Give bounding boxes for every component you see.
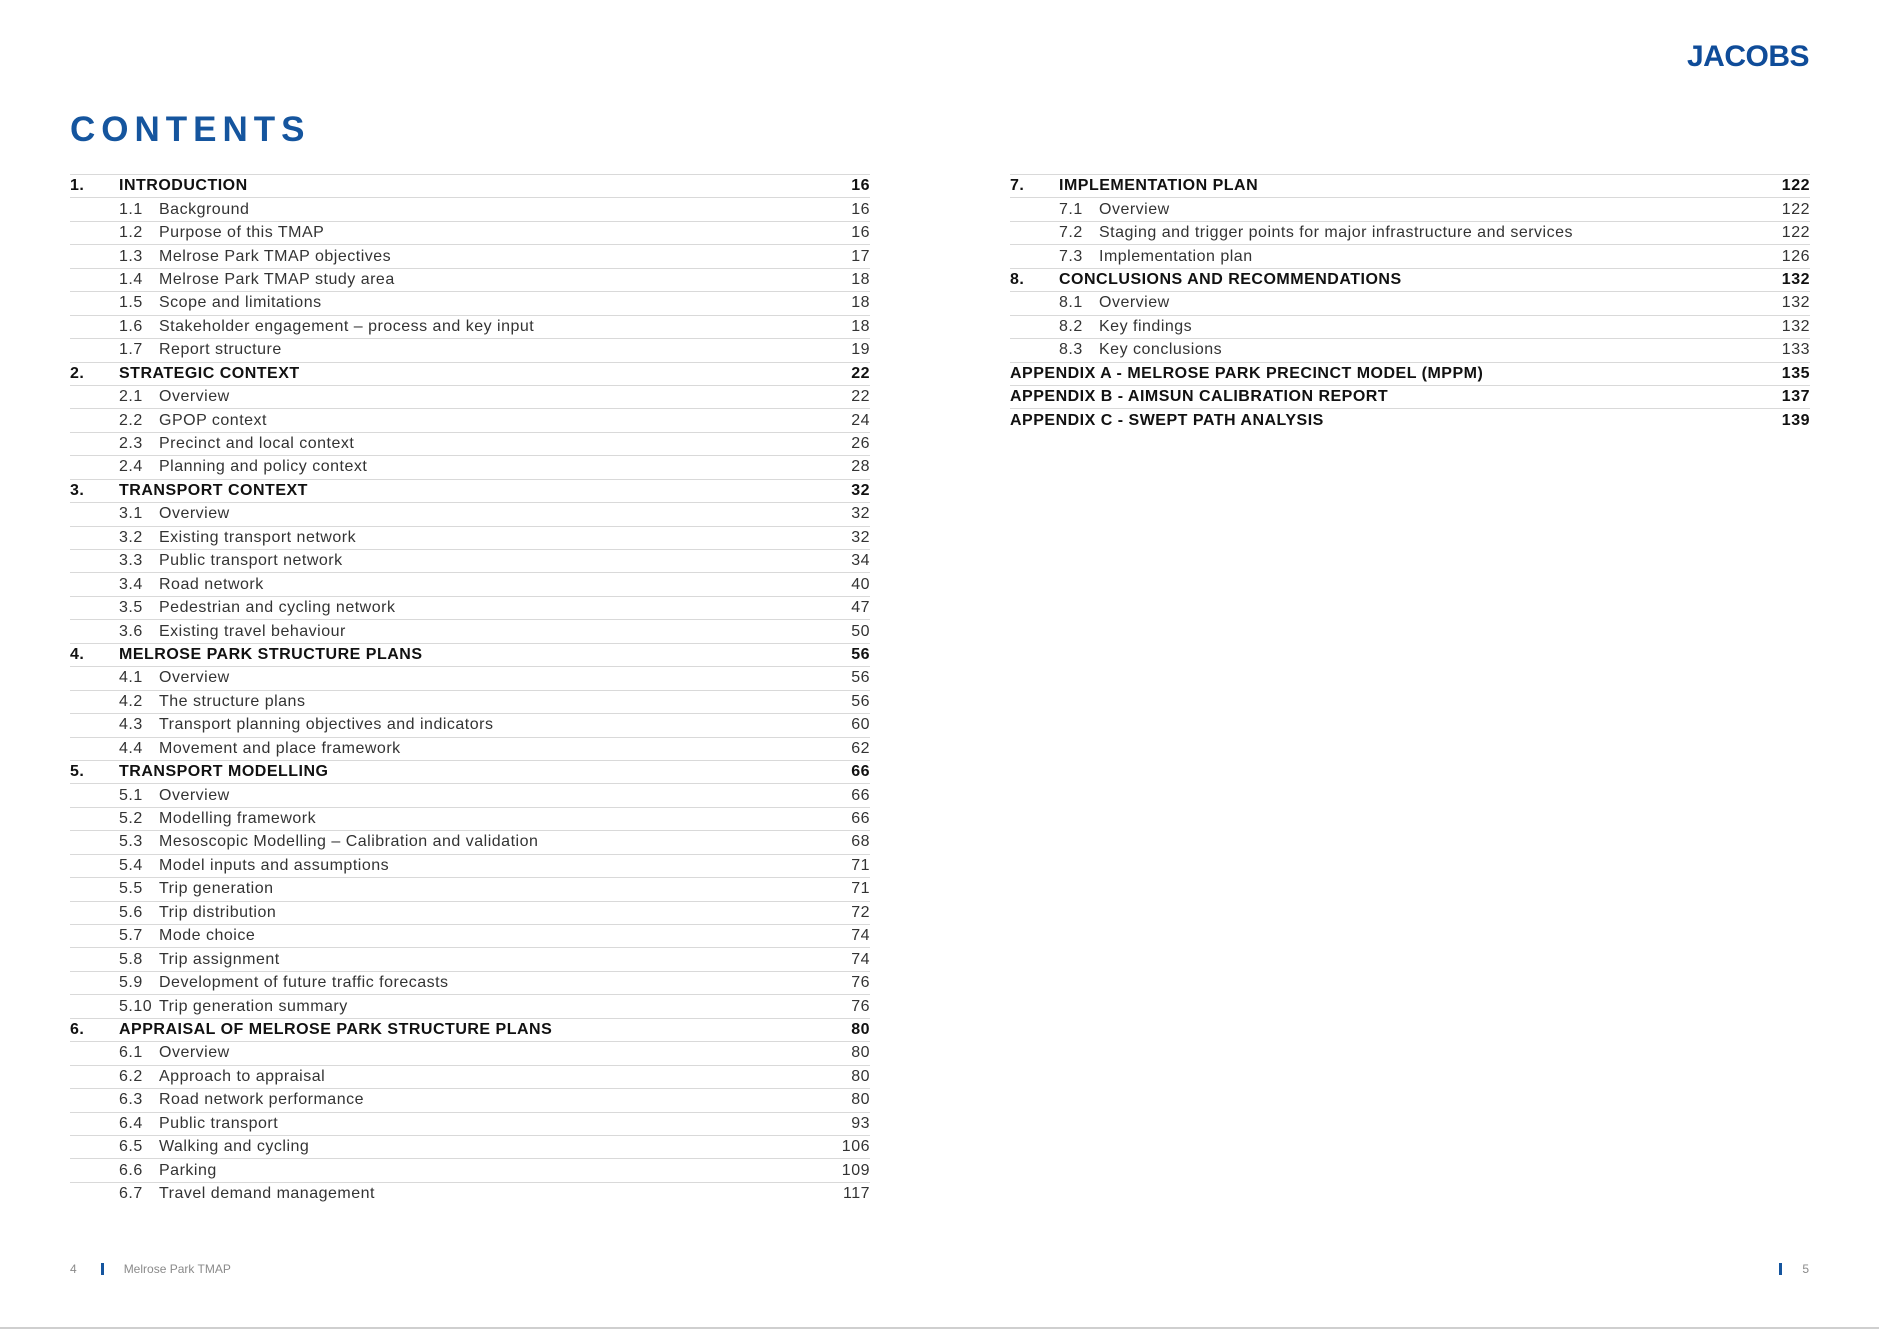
toc-entry-label: Stakeholder engagement – process and key input xyxy=(159,317,535,335)
toc-entry-label: TRANSPORT MODELLING xyxy=(119,763,329,781)
toc-entry-page: 66 xyxy=(851,763,870,781)
toc-entry-number: 1.1 xyxy=(119,200,143,218)
toc-entry-label: Modelling framework xyxy=(159,810,317,828)
toc-appendix-row[interactable] xyxy=(1010,362,1810,385)
jacobs-logo: JACOBS xyxy=(1686,40,1809,73)
toc-sub-row[interactable] xyxy=(70,807,870,830)
toc-entry-number: 6.3 xyxy=(119,1091,143,1109)
toc-entry-number: 6.5 xyxy=(119,1138,143,1156)
toc-sub-row[interactable] xyxy=(70,666,870,689)
toc-entry-page: 137 xyxy=(1781,388,1810,406)
toc-entry-label: The structure plans xyxy=(159,692,306,710)
toc-sub-row[interactable] xyxy=(1010,291,1810,314)
toc-chapter-row[interactable] xyxy=(70,174,870,197)
toc-entry-number: 2. xyxy=(70,364,85,382)
page-number-left: 4 xyxy=(70,1262,77,1276)
toc-entry-label: Existing travel behaviour xyxy=(159,622,346,640)
toc-entry-page: 32 xyxy=(851,505,870,523)
toc-sub-row[interactable] xyxy=(70,783,870,806)
toc-entry-number: 6.7 xyxy=(119,1185,143,1203)
toc-sub-row[interactable] xyxy=(1010,244,1810,267)
toc-entry-page: 80 xyxy=(851,1067,870,1085)
toc-sub-row[interactable] xyxy=(1010,315,1810,338)
toc-entry-number: 5.1 xyxy=(119,786,143,804)
toc-entry-label: Scope and limitations xyxy=(159,294,322,312)
toc-entry-number: 2.3 xyxy=(119,435,143,453)
toc-sub-row[interactable] xyxy=(70,713,870,736)
toc-entry-label: Approach to appraisal xyxy=(159,1067,326,1085)
toc-sub-row[interactable] xyxy=(1010,338,1810,361)
toc-entry-page: 34 xyxy=(851,552,870,570)
toc-entry-number: 5.7 xyxy=(119,927,143,945)
toc-entry-page: 135 xyxy=(1781,364,1810,382)
toc-left-column xyxy=(70,174,870,1205)
toc-entry-number: 7.2 xyxy=(1059,224,1083,242)
toc-entry-page: 40 xyxy=(851,575,870,593)
toc-entry-number: 2.4 xyxy=(119,458,143,476)
toc-sub-row[interactable] xyxy=(1010,221,1810,244)
toc-entry-page: 16 xyxy=(851,177,870,195)
toc-entry-page: 22 xyxy=(851,364,870,382)
toc-entry-page: 132 xyxy=(1781,317,1810,335)
toc-entry-page: 74 xyxy=(851,950,870,968)
toc-entry-number: 1.6 xyxy=(119,317,143,335)
toc-sub-row[interactable] xyxy=(70,197,870,220)
toc-sub-row[interactable] xyxy=(1010,197,1810,220)
toc-entry-label: Trip generation xyxy=(159,880,274,898)
toc-entry-page: 80 xyxy=(851,1044,870,1062)
toc-entry-page: 60 xyxy=(851,716,870,734)
toc-right-column xyxy=(1010,174,1810,432)
toc-sub-row[interactable] xyxy=(70,1158,870,1181)
toc-entry-number: 4. xyxy=(70,645,85,663)
toc-entry-page: 122 xyxy=(1781,224,1810,242)
document-title: Melrose Park TMAP xyxy=(123,1262,231,1276)
page-title: CONTENTS xyxy=(70,110,311,149)
toc-entry-number: 5.3 xyxy=(119,833,143,851)
footer-right xyxy=(1779,1262,1809,1276)
toc-chapter-row[interactable] xyxy=(1010,268,1810,291)
toc-sub-row[interactable] xyxy=(70,502,870,525)
toc-entry-page: 24 xyxy=(851,411,870,429)
toc-entry-page: 126 xyxy=(1781,247,1810,265)
toc-sub-row[interactable] xyxy=(70,1135,870,1158)
toc-entry-label: Implementation plan xyxy=(1099,247,1253,265)
toc-sub-row[interactable] xyxy=(70,291,870,314)
toc-entry-label: Report structure xyxy=(159,341,282,359)
toc-entry-label: APPENDIX C - SWEPT PATH ANALYSIS xyxy=(1010,411,1324,429)
toc-sub-row[interactable] xyxy=(70,994,870,1017)
toc-entry-number: 8. xyxy=(1010,270,1025,288)
toc-entry-label: APPENDIX A - MELROSE PARK PRECINCT MODEL (MPPM) xyxy=(1010,364,1484,382)
toc-appendix-row[interactable] xyxy=(1010,408,1810,431)
toc-entry-page: 26 xyxy=(851,435,870,453)
toc-entry-page: 47 xyxy=(851,599,870,617)
toc-entry-page: 16 xyxy=(851,224,870,242)
toc-sub-row[interactable] xyxy=(70,830,870,853)
toc-entry-page: 32 xyxy=(851,528,870,546)
page-number-right: 5 xyxy=(1802,1262,1809,1276)
toc-entry-page: 106 xyxy=(841,1138,870,1156)
toc-entry-label: CONCLUSIONS AND RECOMMENDATIONS xyxy=(1059,270,1402,288)
toc-entry-number: 5.10 xyxy=(119,997,153,1015)
footer-bar-icon xyxy=(1779,1263,1782,1275)
toc-entry-label: Transport planning objectives and indicators xyxy=(159,716,494,734)
footer-left xyxy=(70,1262,231,1276)
toc-sub-row[interactable] xyxy=(70,854,870,877)
toc-entry-page: 74 xyxy=(851,927,870,945)
toc-entry-number: 5.4 xyxy=(119,856,143,874)
toc-sub-row[interactable] xyxy=(70,315,870,338)
toc-entry-page: 117 xyxy=(842,1185,870,1203)
toc-entry-label: STRATEGIC CONTEXT xyxy=(119,364,300,382)
toc-sub-row[interactable] xyxy=(70,268,870,291)
toc-entry-number: 3.6 xyxy=(119,622,143,640)
toc-entry-number: 5.6 xyxy=(119,903,143,921)
toc-entry-number: 1.2 xyxy=(119,224,143,242)
toc-entry-page: 22 xyxy=(851,388,870,406)
toc-entry-label: Parking xyxy=(159,1161,217,1179)
toc-entry-number: 6.1 xyxy=(119,1044,143,1062)
toc-entry-label: Overview xyxy=(159,388,230,406)
toc-entry-page: 66 xyxy=(851,810,870,828)
toc-entry-page: 76 xyxy=(851,974,870,992)
toc-entry-label: Existing transport network xyxy=(159,528,357,546)
toc-entry-number: 3.5 xyxy=(119,599,143,617)
toc-entry-page: 133 xyxy=(1781,341,1810,359)
toc-entry-label: Model inputs and assumptions xyxy=(159,856,390,874)
toc-entry-page: 68 xyxy=(851,833,870,851)
toc-entry-page: 56 xyxy=(851,692,870,710)
toc-sub-row[interactable] xyxy=(70,877,870,900)
toc-entry-label: Overview xyxy=(1099,200,1170,218)
toc-entry-page: 18 xyxy=(851,270,870,288)
footer-bar-icon xyxy=(101,1263,104,1275)
toc-sub-row[interactable] xyxy=(70,924,870,947)
toc-entry-label: Precinct and local context xyxy=(159,435,355,453)
toc-entry-page: 18 xyxy=(851,317,870,335)
toc-entry-label: Melrose Park TMAP objectives xyxy=(159,247,392,265)
toc-entry-label: Key conclusions xyxy=(1099,341,1223,359)
toc-entry-page: 17 xyxy=(851,247,870,265)
toc-entry-label: Planning and policy context xyxy=(159,458,368,476)
toc-entry-number: 7.3 xyxy=(1059,247,1083,265)
toc-entry-page: 122 xyxy=(1781,200,1810,218)
toc-entry-label: Overview xyxy=(1099,294,1170,312)
toc-entry-label: Mesoscopic Modelling – Calibration and validation xyxy=(159,833,539,851)
toc-entry-number: 8.1 xyxy=(1059,294,1083,312)
toc-sub-row[interactable] xyxy=(70,408,870,431)
toc-entry-number: 4.3 xyxy=(119,716,143,734)
toc-sub-row[interactable] xyxy=(70,1041,870,1064)
toc-sub-row[interactable] xyxy=(70,737,870,760)
toc-entry-number: 5.2 xyxy=(119,810,143,828)
toc-entry-label: Public transport xyxy=(159,1114,279,1132)
toc-entry-label: Movement and place framework xyxy=(159,739,401,757)
toc-entry-label: Staging and trigger points for major infrastructure and services xyxy=(1099,224,1573,242)
toc-entry-page: 72 xyxy=(851,903,870,921)
toc-entry-number: 1.5 xyxy=(119,294,143,312)
toc-entry-label: Overview xyxy=(159,1044,230,1062)
toc-entry-number: 5.5 xyxy=(119,880,143,898)
toc-sub-row[interactable] xyxy=(70,1088,870,1111)
toc-entry-page: 132 xyxy=(1781,294,1810,312)
toc-entry-label: TRANSPORT CONTEXT xyxy=(119,481,308,499)
toc-sub-row[interactable] xyxy=(70,549,870,572)
toc-chapter-row[interactable] xyxy=(1010,174,1810,197)
toc-entry-page: 93 xyxy=(851,1114,870,1132)
toc-entry-label: MELROSE PARK STRUCTURE PLANS xyxy=(119,645,423,663)
toc-chapter-row[interactable] xyxy=(70,479,870,502)
toc-entry-number: 6.4 xyxy=(119,1114,143,1132)
toc-entry-label: Overview xyxy=(159,505,230,523)
toc-sub-row[interactable] xyxy=(70,619,870,642)
toc-entry-number: 7.1 xyxy=(1059,200,1083,218)
toc-entry-label: Background xyxy=(159,200,250,218)
toc-entry-number: 6. xyxy=(70,1020,85,1038)
toc-entry-label: Travel demand management xyxy=(159,1185,375,1203)
toc-entry-number: 6.2 xyxy=(119,1067,143,1085)
toc-entry-page: 71 xyxy=(851,880,870,898)
toc-entry-page: 139 xyxy=(1781,411,1810,429)
toc-entry-label: Development of future traffic forecasts xyxy=(159,974,449,992)
toc-entry-number: 1. xyxy=(70,177,85,195)
toc-entry-number: 4.1 xyxy=(119,669,143,687)
toc-entry-page: 122 xyxy=(1781,177,1810,195)
toc-sub-row[interactable] xyxy=(70,901,870,924)
toc-entry-number: 5.9 xyxy=(119,974,143,992)
toc-entry-page: 71 xyxy=(851,856,870,874)
toc-entry-label: Trip distribution xyxy=(159,903,277,921)
toc-entry-number: 3. xyxy=(70,481,85,499)
toc-entry-label: Road network xyxy=(159,575,264,593)
toc-entry-number: 5.8 xyxy=(119,950,143,968)
toc-sub-row[interactable] xyxy=(70,596,870,619)
toc-entry-page: 132 xyxy=(1781,270,1810,288)
toc-entry-label: GPOP context xyxy=(159,411,267,429)
toc-entry-label: Pedestrian and cycling network xyxy=(159,599,396,617)
toc-entry-label: Mode choice xyxy=(159,927,256,945)
toc-entry-page: 16 xyxy=(851,200,870,218)
toc-sub-row[interactable] xyxy=(70,1065,870,1088)
toc-entry-label: Trip assignment xyxy=(159,950,280,968)
toc-entry-label: Overview xyxy=(159,786,230,804)
toc-entry-label: INTRODUCTION xyxy=(119,177,248,195)
toc-chapter-row[interactable] xyxy=(70,643,870,666)
toc-sub-row[interactable] xyxy=(70,1112,870,1135)
toc-chapter-row[interactable] xyxy=(70,1018,870,1041)
toc-entry-number: 3.4 xyxy=(119,575,143,593)
toc-entry-number: 4.4 xyxy=(119,739,143,757)
toc-entry-number: 2.2 xyxy=(119,411,143,429)
toc-entry-label: Public transport network xyxy=(159,552,343,570)
toc-entry-number: 1.7 xyxy=(119,341,143,359)
toc-entry-page: 28 xyxy=(851,458,870,476)
toc-entry-label: IMPLEMENTATION PLAN xyxy=(1059,177,1259,195)
toc-entry-label: Melrose Park TMAP study area xyxy=(159,270,395,288)
toc-entry-number: 3.1 xyxy=(119,505,143,523)
toc-entry-page: 80 xyxy=(851,1020,870,1038)
toc-entry-page: 109 xyxy=(841,1161,870,1179)
toc-sub-row[interactable] xyxy=(70,338,870,361)
toc-sub-row[interactable] xyxy=(70,244,870,267)
toc-entry-number: 3.2 xyxy=(119,528,143,546)
toc-entry-label: Walking and cycling xyxy=(159,1138,310,1156)
toc-chapter-row[interactable] xyxy=(70,362,870,385)
toc-sub-row[interactable] xyxy=(70,572,870,595)
toc-entry-label: Key findings xyxy=(1099,317,1193,335)
toc-entry-page: 50 xyxy=(851,622,870,640)
toc-entry-number: 2.1 xyxy=(119,388,143,406)
toc-sub-row[interactable] xyxy=(70,947,870,970)
toc-entry-page: 62 xyxy=(851,739,870,757)
toc-entry-page: 56 xyxy=(851,669,870,687)
toc-entry-number: 8.2 xyxy=(1059,317,1083,335)
toc-sub-row[interactable] xyxy=(70,526,870,549)
toc-appendix-row[interactable] xyxy=(1010,385,1810,408)
toc-entry-number: 4.2 xyxy=(119,692,143,710)
toc-entry-number: 1.3 xyxy=(119,247,143,265)
toc-entry-number: 3.3 xyxy=(119,552,143,570)
toc-sub-row[interactable] xyxy=(70,455,870,478)
toc-entry-page: 19 xyxy=(851,341,870,359)
toc-entry-label: APPRAISAL OF MELROSE PARK STRUCTURE PLANS xyxy=(119,1020,553,1038)
toc-entry-page: 56 xyxy=(851,645,870,663)
toc-entry-page: 18 xyxy=(851,294,870,312)
toc-entry-label: APPENDIX B - AIMSUN CALIBRATION REPORT xyxy=(1010,388,1389,406)
toc-entry-number: 1.4 xyxy=(119,270,143,288)
toc-chapter-row[interactable] xyxy=(70,760,870,783)
toc-entry-number: 6.6 xyxy=(119,1161,143,1179)
toc-entry-number: 7. xyxy=(1010,177,1025,195)
toc-entry-page: 76 xyxy=(851,997,870,1015)
toc-sub-row[interactable] xyxy=(70,432,870,455)
toc-sub-row[interactable] xyxy=(70,221,870,244)
toc-entry-number: 5. xyxy=(70,763,85,781)
toc-entry-page: 80 xyxy=(851,1091,870,1109)
toc-entry-page: 66 xyxy=(851,786,870,804)
toc-entry-page: 32 xyxy=(851,481,870,499)
toc-entry-number: 8.3 xyxy=(1059,341,1083,359)
toc-sub-row[interactable] xyxy=(70,1182,870,1205)
toc-entry-label: Trip generation summary xyxy=(159,997,348,1015)
toc-entry-label: Overview xyxy=(159,669,230,687)
toc-entry-label: Purpose of this TMAP xyxy=(159,224,325,242)
toc-sub-row[interactable] xyxy=(70,690,870,713)
toc-sub-row[interactable] xyxy=(70,385,870,408)
toc-entry-label: Road network performance xyxy=(159,1091,364,1109)
toc-sub-row[interactable] xyxy=(70,971,870,994)
